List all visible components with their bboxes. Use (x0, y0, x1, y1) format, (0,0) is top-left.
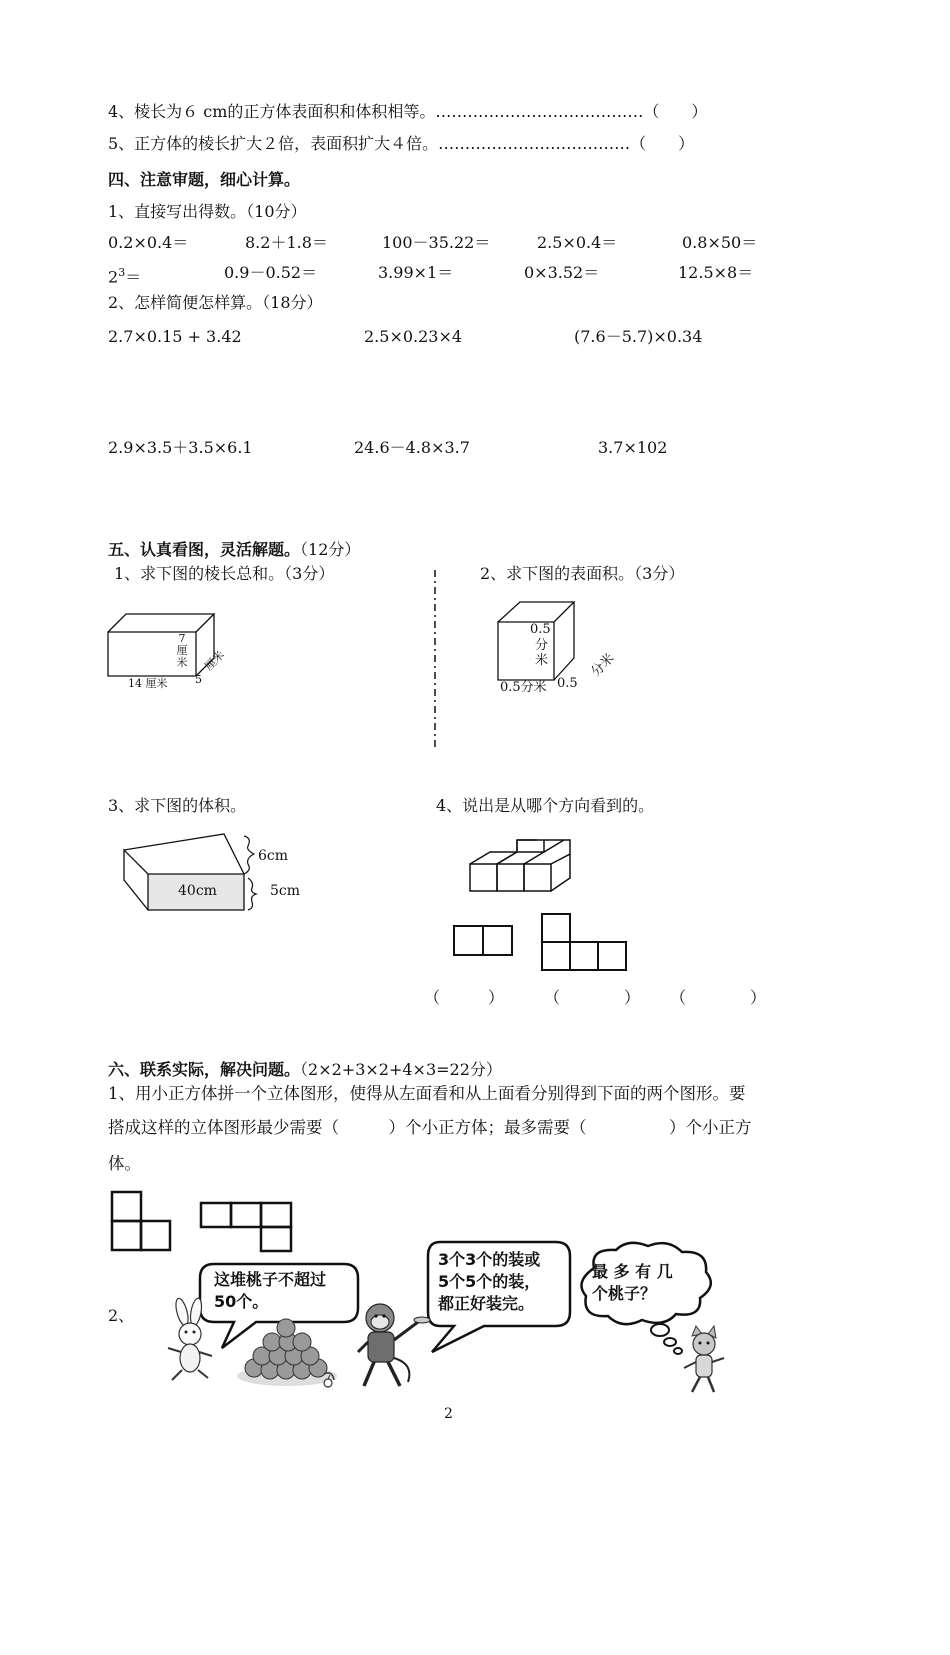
cat-illustration (676, 1326, 732, 1396)
calc-problem: 2.7×0.15 + 3.42 (108, 327, 242, 346)
bubble-2-line: 3个3个的装或 (438, 1250, 541, 1269)
exponent: 3 (118, 266, 126, 279)
section-6-q1-line2: 搭成这样的立体图形最少需要（ ）个小正方体；最多需要（ ）个小正方 (108, 1118, 752, 1137)
section-5-q3: 3、求下图的体积。 (108, 796, 247, 815)
judge-item-5: 5、正方体的棱长扩大２倍，表面积扩大４倍。………………………………（ ） (108, 134, 695, 153)
judge-item-4: 4、棱长为６ cm的正方体表面积和体积相等。…………………………………（ ） (108, 102, 708, 121)
section-5-title: 五、认真看图，灵活解题。（12分） (108, 540, 361, 559)
view-shape-b (540, 912, 630, 972)
fig3-side-label: 5cm (270, 883, 301, 899)
bubble-1-line: 这堆桃子不超过 (214, 1270, 327, 1289)
section-5-q1: 1、求下图的棱长总和。（3分） (114, 564, 335, 583)
section-4-q1-title: 1、直接写出得数。（10分） (108, 202, 307, 221)
calc-cell: 100－35.22＝ (382, 233, 491, 252)
fig1-width-unit: 厘米 (202, 648, 228, 674)
fig2-height-num: 0.5 (530, 622, 551, 637)
calc-problem: 2.5×0.23×4 (364, 327, 463, 346)
section-6-title: 六、联系实际，解决问题。（2×2+3×2+4×3=22分） (108, 1060, 502, 1079)
left-view-shape (108, 1188, 178, 1254)
section-4-title: 四、注意审题，细心计算。 (108, 170, 301, 189)
section-4-q2-title: 2、怎样简便怎样算。（18分） (108, 293, 323, 312)
bubble-3-line: 最 多 有 几 (592, 1262, 673, 1281)
calc-cell: 8.2＋1.8＝ (245, 233, 328, 252)
calc-cell: 0.9－0.52＝ (224, 263, 318, 282)
page-number: 2 (444, 1406, 453, 1422)
fig2-bottom-label: 0.5分米 (500, 680, 547, 695)
fig2-height-unit: 分米 (535, 638, 549, 668)
fig1-height-label: 7厘米 (176, 632, 188, 669)
section-6-q2-label: 2、 (108, 1306, 135, 1325)
fig1-length-label: 14 厘米 (128, 677, 168, 690)
fig1-width-num: 5 (195, 673, 202, 686)
calc-cell: 2.5×0.4＝ (537, 233, 618, 252)
fig2-side-unit: 分米 (588, 650, 618, 681)
section-5-q4: 4、说出是从哪个方向看到的。 (436, 796, 655, 815)
bubble-3-line: 个桃子？ (592, 1284, 657, 1303)
calc-cell: 12.5×8＝ (678, 263, 754, 282)
bubble-2-line: 5个5个的装， (438, 1272, 541, 1291)
section-5-q2: 2、求下图的表面积。（3分） (480, 564, 685, 583)
answer-paren[interactable]: （ ） (544, 988, 641, 1007)
column-divider (430, 570, 440, 750)
stacked-cubes-figure (466, 840, 576, 896)
calc-cell: 0.2×0.4＝ (108, 233, 189, 252)
bubble-2-line: 都正好装完。 (438, 1294, 535, 1313)
answer-paren[interactable]: （ ） (670, 988, 767, 1007)
cuboid-volume-figure (120, 830, 270, 915)
answer-paren[interactable]: （ ） (424, 988, 505, 1007)
calc-problem: 3.7×102 (598, 438, 668, 457)
calc-problem: 24.6－4.8×3.7 (354, 438, 470, 457)
peach-icon (320, 1374, 336, 1390)
calc-problem: (7.6－5.7)×0.34 (574, 327, 703, 346)
section-6-q1-line3: 体。 (108, 1154, 141, 1173)
section-6-q1-line1: 1、用小正方体拼一个立体图形，使得从左面看和从上面看分别得到下面的两个图形。要 (108, 1084, 746, 1103)
fig2-side-num: 0.5 (557, 676, 578, 691)
monkey-illustration (352, 1300, 432, 1392)
fig3-top-label: 6cm (258, 848, 289, 864)
bubble-1-line: 50个。 (214, 1292, 269, 1311)
calc-cell-power: $2^3=$ (108, 266, 142, 287)
rabbit-illustration (160, 1298, 220, 1384)
calc-cell: 0.8×50＝ (682, 233, 758, 252)
calc-cell: 0×3.52＝ (524, 263, 600, 282)
calc-cell: 3.99×1＝ (378, 263, 454, 282)
fig3-front-label: 40cm (178, 883, 217, 899)
view-shape-a (452, 924, 516, 958)
calc-problem: 2.9×3.5＋3.5×6.1 (108, 438, 253, 457)
top-view-shape (198, 1200, 294, 1256)
